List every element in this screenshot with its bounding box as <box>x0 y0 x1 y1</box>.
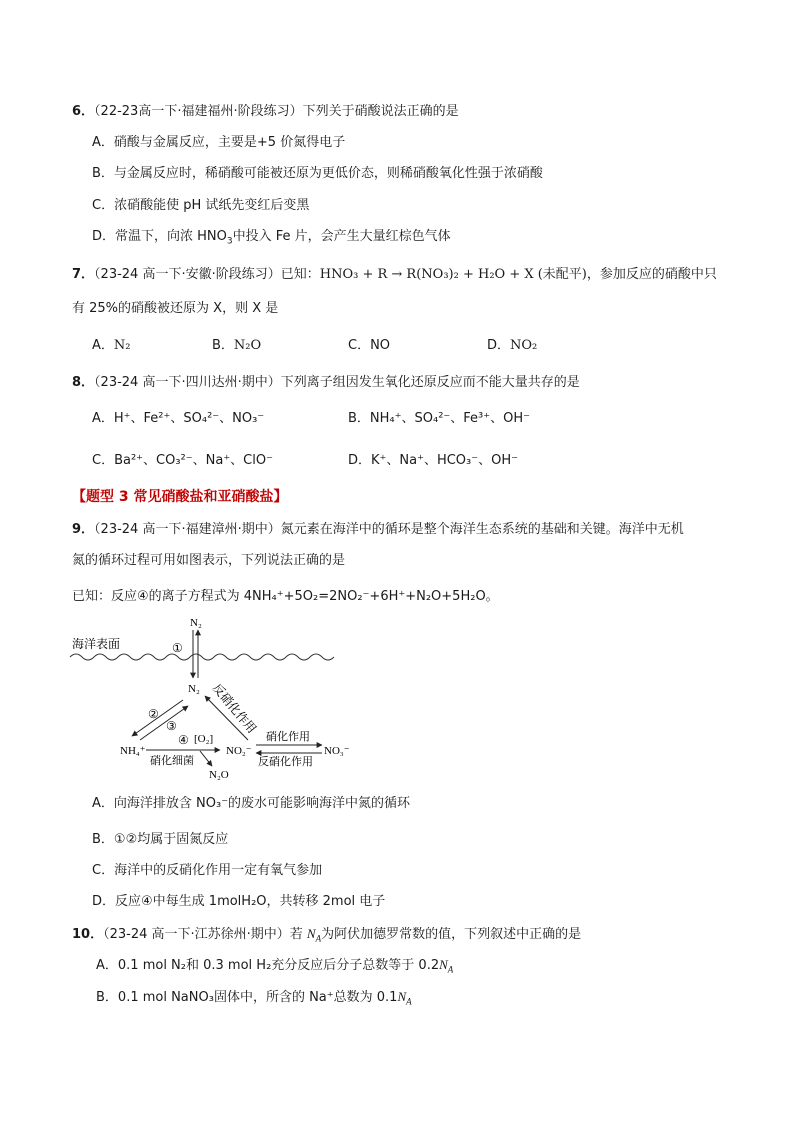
q7-option-b <box>212 337 261 355</box>
q9-number: 9． <box>72 522 95 537</box>
q7-equation: HNO₃ + R → R(NO₃)₂ + H₂O + X (未配平) <box>319 267 587 282</box>
q10-option-a-na-sub: A <box>447 964 454 975</box>
q10-option-a-text: A．0.1 mol N₂和 0.3 mol H₂充分反应后分子总数等于 0.2 <box>96 958 440 973</box>
q6-number: 6． <box>72 104 95 119</box>
denitrification-label: 反硝化作用 <box>258 756 313 768</box>
q8-option-a: A．H⁺、Fe²⁺、SO₄²⁻、NO₃⁻ <box>92 411 265 426</box>
q7-source: （23-24 高一下·安徽·阶段练习） <box>94 267 281 282</box>
q8-source: （23-24 高一下·四川达州·期中） <box>94 375 281 390</box>
q9-option-a: A．向海洋排放含 NO₃⁻的废水可能影响海洋中氮的循环 <box>92 796 411 811</box>
q9-option-c: C．海洋中的反硝化作用一定有氧气参加 <box>92 863 323 878</box>
q6-source: （22-23高一下·福建福州·阶段练习） <box>94 104 303 119</box>
n2-top-label: N₂ <box>190 617 202 629</box>
circle-2-label: ② <box>148 707 159 721</box>
q9-option-b: B．①②均属于固氮反应 <box>92 832 229 847</box>
q6-option-d-post: 中投入 Fe 片，会产生大量红棕色气体 <box>232 229 451 244</box>
q7-option-c: C．NO <box>348 338 391 353</box>
q10-stem-pre: 若 <box>289 927 307 942</box>
q7-option-a <box>92 337 131 355</box>
o2-label: [O₂] <box>194 733 214 745</box>
nitrifying-bacteria-label: 硝化细菌 <box>150 755 194 767</box>
q8-option-c: C．Ba²⁺、CO₃²⁻、Na⁺、ClO⁻ <box>92 453 273 468</box>
q6-option-a: A．硝酸与金属反应，主要是+5 价氮得电子 <box>92 135 346 150</box>
q10-option-b-text: B．0.1 mol NaNO₃固体中，所含的 Na⁺总数为 0.1 <box>96 990 398 1005</box>
n2-mid-label: N₂ <box>188 683 200 695</box>
q10-stem <box>72 925 581 948</box>
q6-option-d-pre: D．常温下，向浓 HNO <box>92 229 227 244</box>
q10-stem-post: 为阿伏加德罗常数的值，下列叙述中正确的是 <box>321 927 582 942</box>
circle-1-label: ① <box>172 641 183 655</box>
q7-stem <box>72 266 717 284</box>
q9-stem-line1: 氮元素在海洋中的循环是整个海洋生态系统的基础和关键。海洋中无机 <box>280 522 684 537</box>
q6-stem <box>72 103 459 121</box>
q10-option-a <box>96 956 453 979</box>
q9-option-d: D．反应④中每生成 1molH₂O，共转移 2mol 电子 <box>92 894 386 909</box>
q9-stem-line2: 氮的循环过程可用如图表示，下列说法正确的是 <box>72 553 346 568</box>
q8-option-d: D．K⁺、Na⁺、HCO₃⁻、OH⁻ <box>348 453 518 468</box>
q6-option-c: C．浓硝酸能使 pH 试纸先变红后变黑 <box>92 198 310 213</box>
q7-option-d <box>487 337 537 355</box>
q9-known: 已知：反应④的离子方程式为 4NH₄⁺+5O₂=2NO₂⁻+6H⁺+N₂O+5H₂O。 <box>72 589 499 604</box>
arrow-n2o <box>200 751 212 766</box>
q7-option-d-label: D． <box>487 338 511 353</box>
q7-stem-post: ，参加反应的硝酸中只 <box>586 267 717 282</box>
q7-option-a-text: N₂ <box>113 338 131 353</box>
sea-surface-wave <box>70 654 334 660</box>
q8-question: 下列离子组因发生氧化还原反应而不能大量共存的是 <box>280 375 580 390</box>
q9-source: （23-24 高一下·福建漳州·期中） <box>94 522 281 537</box>
q7-option-b-text: N₂O <box>233 338 262 353</box>
q8-option-b: B．NH₄⁺、SO₄²⁻、Fe³⁺、OH⁻ <box>348 411 530 426</box>
section-heading: 【题型 3 常见硝酸盐和亚硝酸盐】 <box>72 489 288 505</box>
denitrification-diagonal-label: 反硝化作用 <box>209 680 260 736</box>
q6-question: 下列关于硝酸说法正确的是 <box>302 104 459 119</box>
sea-surface-label: 海洋表面 <box>72 637 121 651</box>
q7-option-a-label: A． <box>92 338 114 353</box>
nh4-label: NH₄⁺ <box>120 745 146 757</box>
q8-number: 8． <box>72 375 95 390</box>
q10-option-b-na-sub: A <box>406 996 412 1007</box>
q9-stem <box>72 521 684 539</box>
nitrification-label: 硝化作用 <box>266 731 310 743</box>
circle-3-label: ③ <box>166 719 177 733</box>
q10-number: 10． <box>72 927 104 942</box>
nitrogen-cycle-diagram <box>60 612 350 782</box>
q6-option-b: B．与金属反应时，稀硝酸可能被还原为更低价态，则稀硝酸氧化性强于浓硝酸 <box>92 166 543 181</box>
q7-option-d-text: NO₂ <box>510 338 538 353</box>
q7-stem-line2: 有 25%的硝酸被还原为 X，则 X 是 <box>72 301 279 316</box>
q7-number: 7． <box>72 267 95 282</box>
no2-label: NO₂⁻ <box>226 745 252 757</box>
q10-source: （23-24 高一下·江苏徐州·期中） <box>103 927 290 942</box>
q10-na: N <box>306 926 316 941</box>
q10-na-sub: A <box>315 933 322 944</box>
n2o-label: N₂O <box>209 769 229 781</box>
q6-option-d <box>92 228 451 251</box>
q10-option-b <box>96 988 412 1011</box>
q8-stem <box>72 374 580 392</box>
q6-option-d-sub: 3 <box>226 236 233 247</box>
no3-label: NO₃⁻ <box>324 745 350 757</box>
q10-option-b-na: N <box>397 989 407 1004</box>
q7-option-b-label: B． <box>212 338 234 353</box>
circle-4-label: ④ <box>178 733 189 747</box>
q10-option-a-na: N <box>439 957 448 972</box>
q7-stem-pre: 已知： <box>280 267 320 282</box>
